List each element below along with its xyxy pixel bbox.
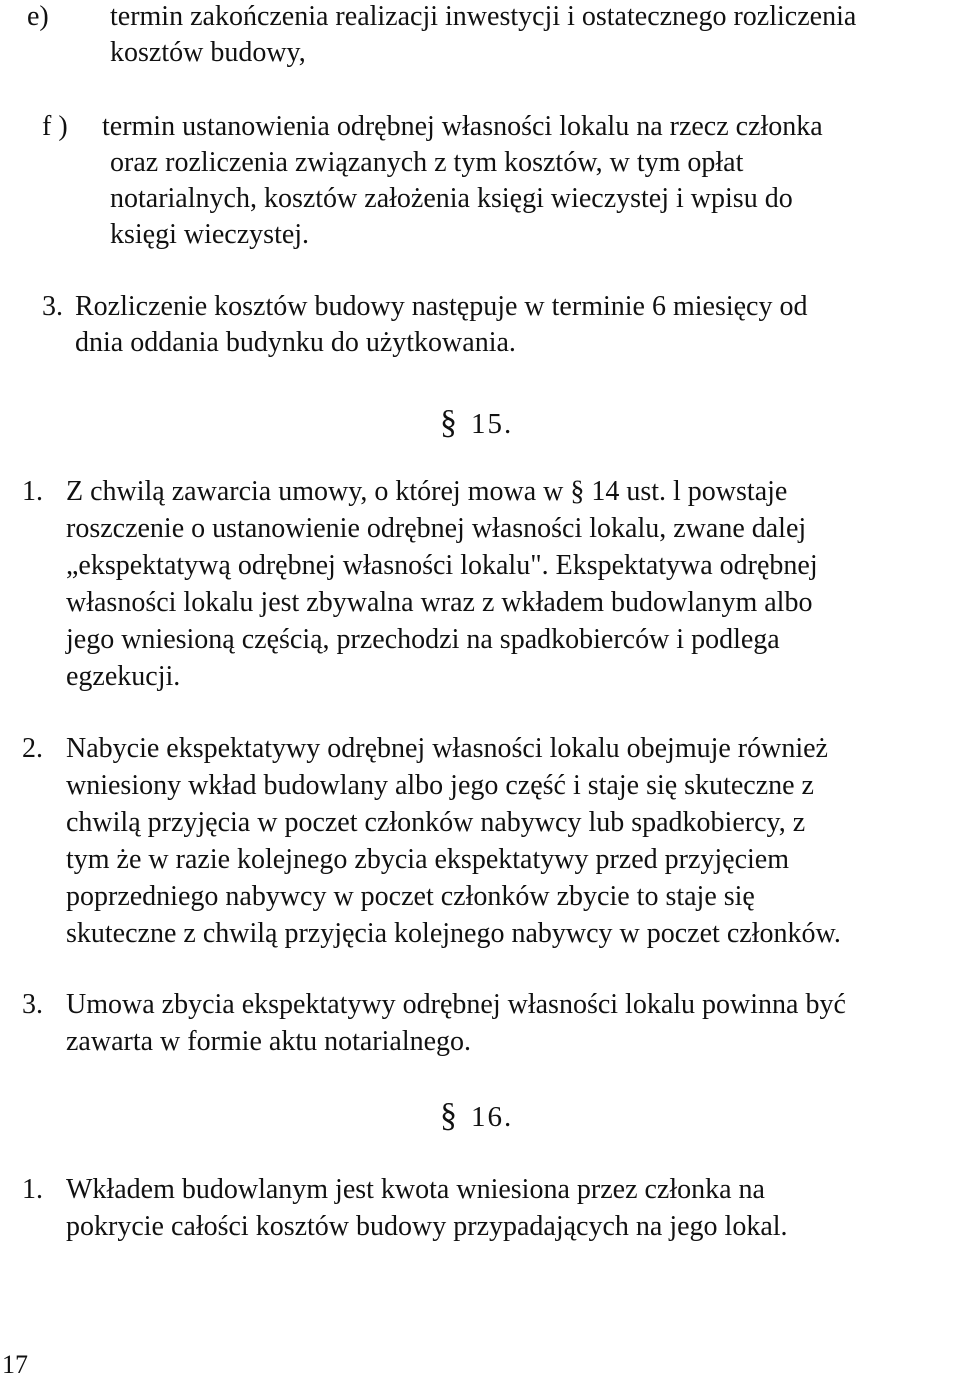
- section-15-p2-line-1: Nabycie ekspektatywy odrębnej własności lokalu obejmuje również: [66, 733, 828, 764]
- section-16-heading: [440, 1098, 513, 1135]
- section-15-number: 15.: [471, 408, 514, 440]
- item-e-marker: e): [27, 1, 49, 32]
- section-15-heading: [440, 405, 513, 442]
- section-15-p2-line-3: chwilą przyjęcia w poczet członków nabywcy lub spadkobiercy, z: [66, 807, 806, 838]
- section-15-p1-line-3: „ekspektatywą odrębnej własności lokalu". Ekspektatywa odrębnej: [66, 550, 818, 581]
- section-sign: §: [440, 404, 459, 441]
- item-f-line-3: notarialnych, kosztów założenia księgi wieczystej i wpisu do: [110, 183, 793, 214]
- paragraph-3-marker: 3.: [42, 291, 63, 322]
- section-16-number: 16.: [471, 1101, 514, 1133]
- item-e-line-1: termin zakończenia realizacji inwestycji i ostatecznego rozliczenia: [110, 1, 857, 32]
- section-15-p1-line-6: egzekucji.: [66, 661, 181, 692]
- section-15-p3-line-2: zawarta w formie aktu notarialnego.: [66, 1026, 472, 1057]
- section-16-p1-line-1: Wkładem budowlanym jest kwota wniesiona przez członka na: [66, 1174, 765, 1205]
- section-15-p1-marker: 1.: [22, 476, 43, 507]
- section-16-p1-marker: 1.: [22, 1174, 43, 1205]
- section-15-p3-marker: 3.: [22, 989, 43, 1020]
- section-15-p2-line-5: poprzedniego nabywcy w poczet członków zbycie to staje się: [66, 881, 755, 912]
- section-16-p1-line-2: pokrycie całości kosztów budowy przypadających na jego lokal.: [66, 1211, 788, 1242]
- section-15-p1-line-5: jego wniesioną częścią, przechodzi na spadkobierców i podlega: [66, 624, 780, 655]
- item-f-line-4: księgi wieczystej.: [110, 219, 310, 250]
- section-15-p2-line-6: skuteczne z chwilą przyjęcia kolejnego nabywcy w poczet członków.: [66, 918, 841, 949]
- section-sign: §: [440, 1097, 459, 1134]
- item-f-line-2: oraz rozliczenia związanych z tym kosztów, w tym opłat: [110, 147, 744, 178]
- section-15-p2-line-4: tym że w razie kolejnego zbycia ekspektatywy przed przyjęciem: [66, 844, 790, 875]
- section-15-p2-marker: 2.: [22, 733, 43, 764]
- page-number: 17: [2, 1350, 28, 1379]
- section-15-p1-line-2: roszczenie o ustanowienie odrębnej własności lokalu, zwane dalej: [66, 513, 807, 544]
- section-15-p1-line-4: własności lokalu jest zbywalna wraz z wkładem budowlanym albo: [66, 587, 813, 618]
- item-e-line-2: kosztów budowy,: [110, 37, 306, 68]
- item-f-line-1: termin ustanowienia odrębnej własności lokalu na rzecz członka: [102, 111, 823, 142]
- section-15-p3-line-1: Umowa zbycia ekspektatywy odrębnej własności lokalu powinna być: [66, 989, 846, 1020]
- paragraph-3-line-2: dnia oddania budynku do użytkowania.: [75, 327, 516, 358]
- item-f-marker: f ): [42, 111, 68, 142]
- section-15-p1-line-1: Z chwilą zawarcia umowy, o której mowa w § 14 ust. l powstaje: [66, 476, 788, 507]
- section-15-p2-line-2: wniesiony wkład budowlany albo jego część i staje się skuteczne z: [66, 770, 814, 801]
- paragraph-3-line-1: Rozliczenie kosztów budowy następuje w terminie 6 miesięcy od: [75, 291, 808, 322]
